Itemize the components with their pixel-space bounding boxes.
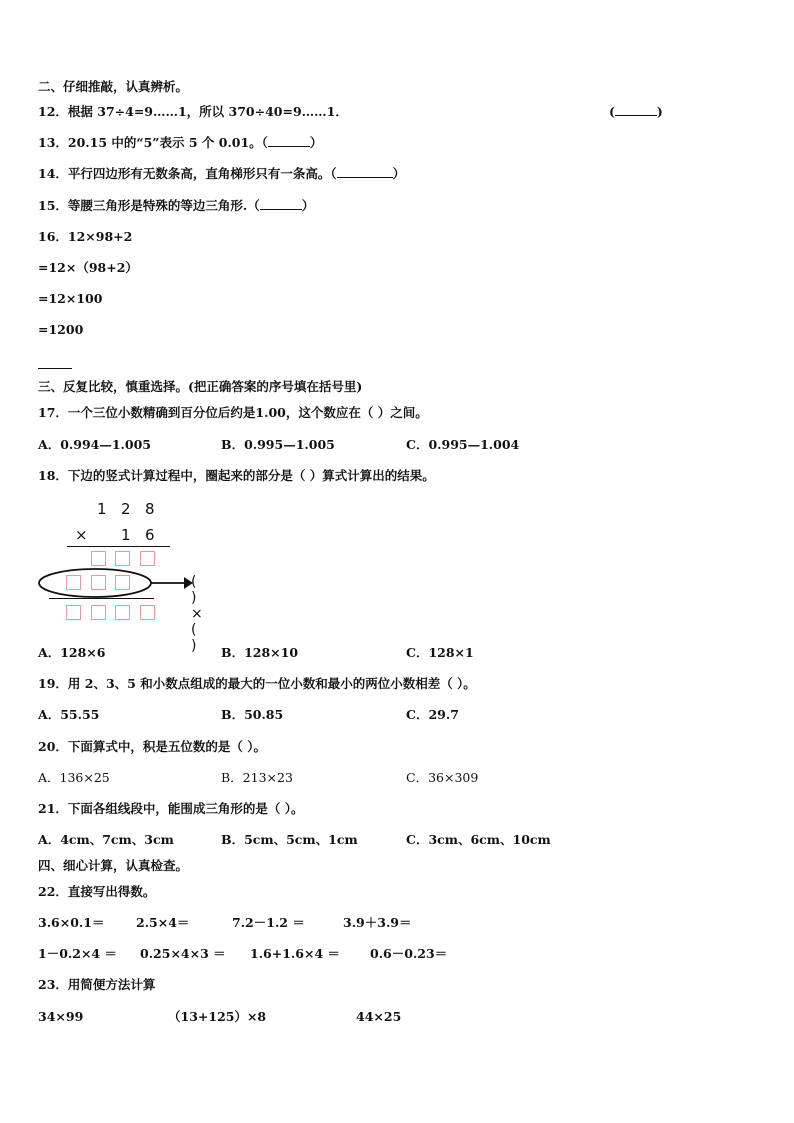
question-19-option-a[interactable]: A．55.55 — [38, 707, 100, 722]
question-18-option-b[interactable]: B．128×10 — [221, 645, 299, 660]
question-13 — [38, 135, 322, 151]
question-13-text: 13．20.15 中的“5”表示 5 个 0.01。（ — [38, 135, 268, 150]
question-14 — [38, 166, 405, 182]
question-21: 21．下面各组线段中，能围成三角形的是（ ）。 — [38, 801, 304, 816]
top-digit: 2 — [121, 500, 131, 518]
section-4-heading: 四、细心计算，认真检查。 — [38, 858, 189, 873]
question-20-option-a[interactable]: A．136×25 — [38, 770, 110, 785]
close-paren: ） — [392, 166, 406, 181]
question-18-option-a[interactable]: A．128×6 — [38, 645, 106, 660]
question-21-option-a[interactable]: A．4cm、7cm、3cm — [38, 832, 174, 847]
calc-item[interactable]: 7.2－1.2 ＝ — [232, 915, 305, 930]
calc-item[interactable]: 2.5×4＝ — [136, 915, 190, 930]
question-20-option-c[interactable]: C．36×309 — [406, 770, 479, 785]
simplify-item[interactable]: （13+125）×8 — [168, 1009, 267, 1024]
simplify-item[interactable]: 34×99 — [38, 1009, 84, 1024]
question-21-option-b[interactable]: B．5cm、5cm、1cm — [221, 832, 358, 847]
open-paren: ( — [609, 104, 615, 119]
question-16-line-3: =12×100 — [38, 291, 103, 306]
question-19-option-b[interactable]: B．50.85 — [221, 707, 284, 722]
answer-blank[interactable] — [268, 135, 310, 147]
question-15 — [38, 198, 314, 214]
question-23: 23．用简便方法计算 — [38, 977, 156, 992]
question-16-line-1: 16．12×98+2 — [38, 229, 133, 244]
question-21-option-c[interactable]: C．3cm、6cm、10cm — [406, 832, 551, 847]
question-19: 19．用 2、3、5 和小数点组成的最大的一位小数和最小的两位小数相差（ ）。 — [38, 676, 476, 691]
question-16-answer-line[interactable] — [38, 368, 72, 369]
question-18: 18．下边的竖式计算过程中，圈起来的部分是（ ）算式计算出的结果。 — [38, 468, 435, 483]
answer-blank — [615, 104, 657, 116]
question-14-text: 14．平行四边形有无数条高，直角梯形只有一条高。（ — [38, 166, 337, 181]
question-17: 17．一个三位小数精确到百分位后约是1.00，这个数应在（ ）之间。 — [38, 405, 428, 420]
product-line-2 — [49, 598, 154, 599]
top-digit: 1 — [97, 500, 107, 518]
question-16-line-4: =1200 — [38, 322, 84, 337]
top-digit: 8 — [145, 500, 155, 518]
close-paren: ) — [656, 104, 663, 119]
question-19-option-c[interactable]: C．29.7 — [406, 707, 459, 722]
close-paren: ） — [309, 135, 323, 150]
product-line-1 — [67, 546, 170, 547]
section-3-heading: 三、反复比较，慎重选择。(把正确答案的序号填在括号里) — [38, 379, 363, 394]
question-17-option-c[interactable]: C．0.995—1.004 — [406, 437, 520, 452]
question-22: 22．直接写出得数。 — [38, 884, 156, 899]
second-digit: 6 — [145, 526, 155, 544]
question-17-option-a[interactable]: A．0.994—1.005 — [38, 437, 151, 452]
arrow-expression: ( ) × ( ) — [191, 574, 203, 654]
calc-item[interactable]: 1－0.2×4 ＝ — [38, 946, 117, 961]
calc-item[interactable]: 0.6－0.23＝ — [370, 946, 448, 961]
calc-item[interactable]: 1.6+1.6×4 ＝ — [250, 946, 340, 961]
simplify-item[interactable]: 44×25 — [356, 1009, 402, 1024]
second-digit: 1 — [121, 526, 131, 544]
calc-item[interactable]: 3.6×0.1＝ — [38, 915, 105, 930]
question-20-option-b[interactable]: B．213×23 — [221, 770, 293, 785]
question-12-answer[interactable] — [609, 104, 663, 120]
question-15-text: 15．等腰三角形是特殊的等边三角形.（ — [38, 198, 260, 213]
question-20: 20．下面算式中，积是五位数的是（ ）。 — [38, 739, 266, 754]
question-18-option-c[interactable]: C．128×1 — [406, 645, 474, 660]
section-2-heading: 二、仔细推敲，认真辨析。 — [38, 79, 189, 94]
answer-blank[interactable] — [337, 166, 393, 178]
times-sign: × — [75, 526, 88, 544]
close-paren: ） — [301, 198, 315, 213]
calc-item[interactable]: 3.9＋3.9＝ — [343, 915, 412, 930]
answer-blank[interactable] — [260, 198, 302, 210]
question-17-option-b[interactable]: B．0.995—1.005 — [221, 437, 335, 452]
question-16-line-2: =12×（98+2） — [38, 260, 138, 275]
question-12: 12．根据 37÷4=9……1，所以 370÷40=9……1． — [38, 104, 348, 119]
circled-part-and-arrow — [38, 565, 198, 601]
calc-item[interactable]: 0.25×4×3 ＝ — [140, 946, 226, 961]
